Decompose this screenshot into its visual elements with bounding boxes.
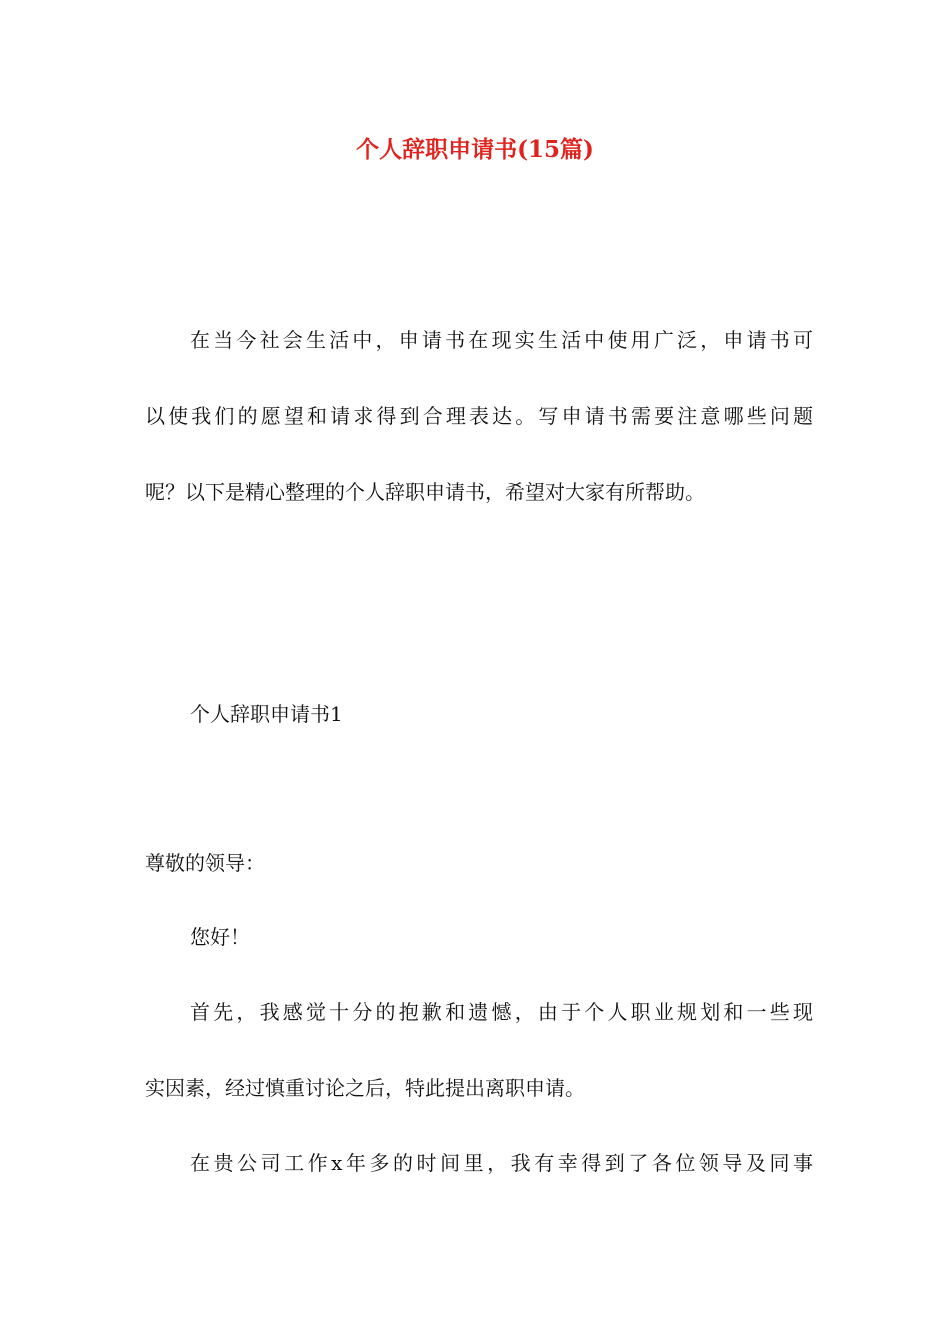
intro-line-2: 以使我们的愿望和请求得到合理表达。写申请书需要注意哪些问题 (145, 404, 813, 428)
document-title: 个人辞职申请书(15篇) (356, 136, 594, 163)
greeting: 您好！ (190, 925, 250, 949)
body-line-2: 实因素，经过慎重讨论之后，特此提出离职申请。 (145, 1076, 585, 1100)
intro-line-3: 呢？以下是精心整理的个人辞职申请书，希望对大家有所帮助。 (145, 480, 705, 504)
section-heading: 个人辞职申请书1 (190, 702, 343, 726)
intro-line-1: 在当今社会生活中，申请书在现实生活中使用广泛，申请书可 (190, 328, 813, 352)
salutation: 尊敬的领导： (145, 851, 265, 875)
body-line-1: 首先，我感觉十分的抱歉和遗憾，由于个人职业规划和一些现 (190, 1000, 813, 1024)
body-line-3: 在贵公司工作x年多的时间里，我有幸得到了各位领导及同事 (190, 1151, 813, 1175)
